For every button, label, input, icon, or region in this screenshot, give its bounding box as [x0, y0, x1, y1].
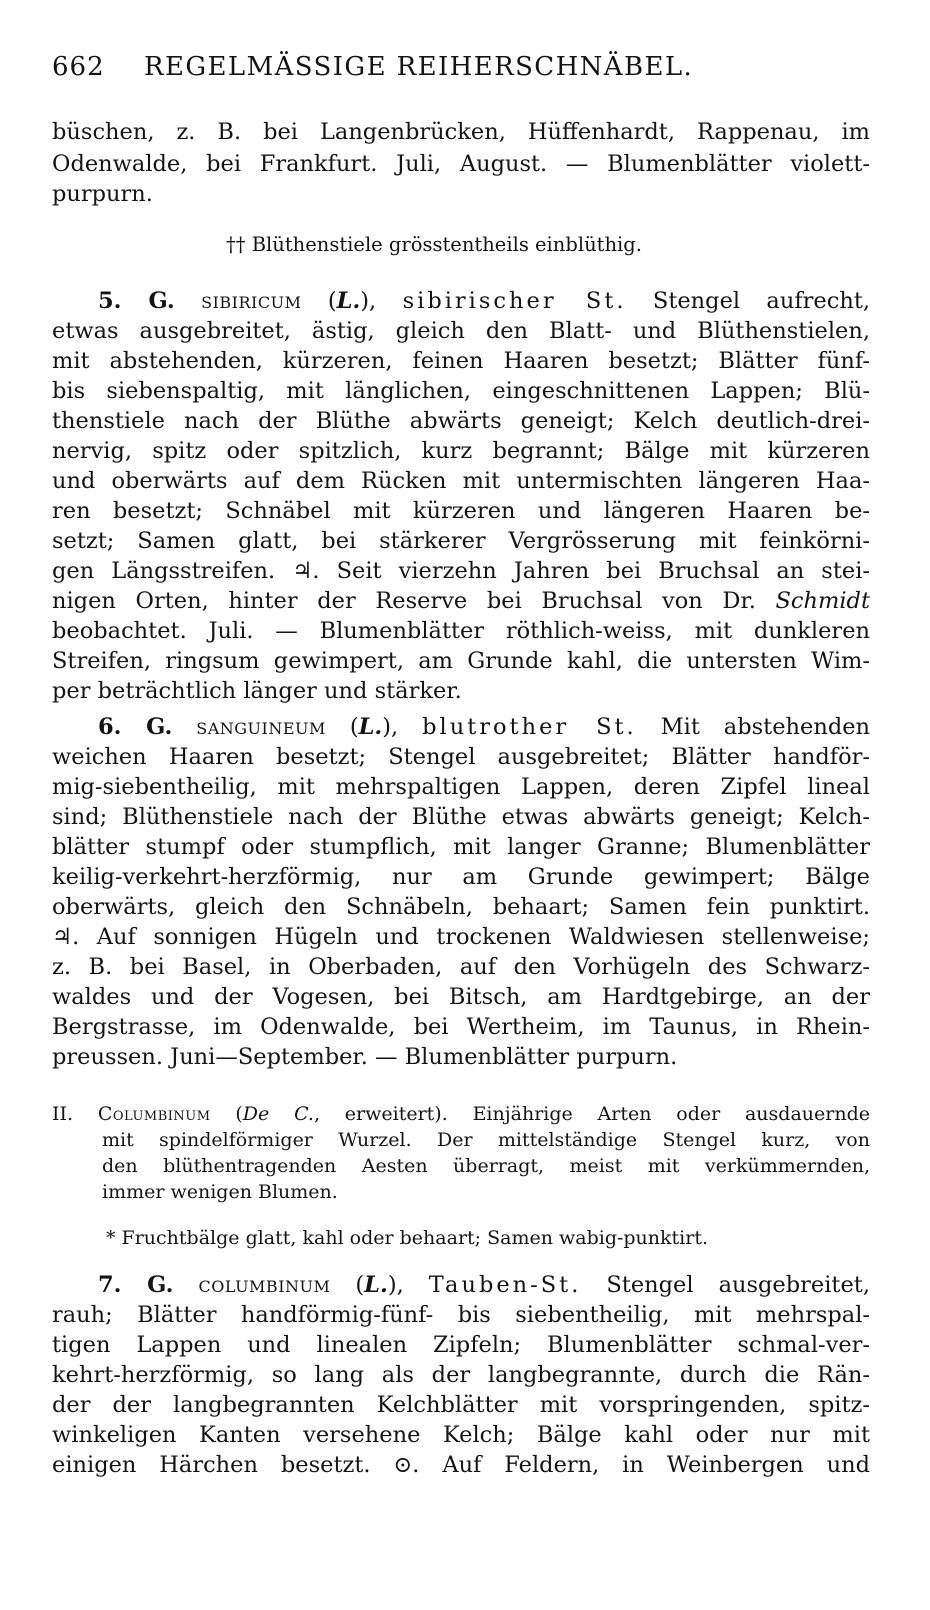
- text-line: sind; Blüthenstiele nach der Blüthe etwas abwärts geneigt; Kelch-: [52, 804, 870, 830]
- text-line: nigen Orten, hinter der Reserve bei Bruchsal von Dr. Schmidt: [52, 588, 870, 614]
- section-author: De C.: [242, 1103, 314, 1125]
- text-line: waldes und der Vogesen, bei Bitsch, am Hardtgebirge, an der: [52, 984, 870, 1010]
- text-line: Streifen, ringsum gewimpert, am Grunde kahl, die untersten Wim-: [52, 648, 870, 674]
- text-line: kehrt-herzförmig, so lang als der langbegrannte, durch die Rän-: [52, 1362, 870, 1388]
- text-line: tigen Lappen und linealen Zipfeln; Blumenblätter schmal-ver-: [52, 1332, 870, 1358]
- species-latin-name: sibiricum: [201, 288, 302, 314]
- text-line: den blüthentragenden Aesten überragt, meist mit verkümmernden,: [102, 1155, 870, 1177]
- species-author: L.: [358, 714, 383, 740]
- species-author: L.: [364, 1272, 388, 1298]
- section-name: Columbinum: [97, 1103, 211, 1125]
- text-line: büschen, z. B. bei Langenbrücken, Hüffenhardt, Rappenau, im: [52, 119, 870, 145]
- text-line: der der langbegrannten Kelchblätter mit vorspringenden, spitz-: [52, 1392, 870, 1418]
- text-line: z. B. bei Basel, in Oberbaden, auf den Vorhügeln des Schwarz-: [52, 954, 870, 980]
- running-title: REGELMÄSSIGE REIHERSCHNÄBEL.: [144, 52, 694, 82]
- text-line: blätter stumpf oder stumpflich, mit langer Granne; Blumenblätter: [52, 834, 870, 860]
- text-line: ♃. Auf sonnigen Hügeln und trockenen Waldwiesen stellenweise;: [52, 924, 870, 950]
- text-line: per beträchtlich länger und stärker.: [52, 678, 462, 704]
- text-line: oberwärts, gleich den Schnäbeln, behaart; Samen fein punktirt.: [52, 894, 870, 920]
- text-line: mig-siebentheilig, mit mehrspaltigen Lappen, deren Zipfel lineal: [52, 774, 870, 800]
- text-line: winkeligen Kanten versehene Kelch; Bälge kahl oder nur mit: [52, 1422, 870, 1448]
- text-line: ren besetzt; Schnäbel mit kürzeren und längeren Haaren be-: [52, 498, 870, 524]
- species-entry-first-line: 5. G. sibiricum (L.), sibirischer St. Stengel aufrecht,: [98, 288, 871, 314]
- species-number: 5. G.: [98, 288, 175, 314]
- species-number: 7. G.: [98, 1272, 174, 1298]
- text-line: thenstiele nach der Blüthe abwärts geneigt; Kelch deutlich-drei-: [52, 408, 870, 434]
- text-line: rauh; Blätter handförmig-fünf- bis siebentheilig, mit mehrspal-: [52, 1302, 870, 1328]
- species-common-name: sibirischer St.: [402, 288, 627, 314]
- species-latin-name: columbinum: [198, 1272, 331, 1298]
- text-line: Odenwalde, bei Frankfurt. Juli, August. — Blumenblätter violett-: [52, 151, 870, 177]
- text-line: etwas ausgebreitet, ästig, gleich den Blatt- und Blüthenstielen,: [52, 318, 870, 344]
- species-number: 6. G.: [98, 714, 173, 740]
- text-line: und oberwärts auf dem Rücken mit untermischten längeren Haa-: [52, 468, 870, 494]
- species-latin-name: sanguineum: [196, 714, 326, 740]
- text-line: einigen Härchen besetzt. ⊙. Auf Feldern, in Weinbergen und: [52, 1452, 870, 1478]
- section-number: II.: [52, 1103, 74, 1125]
- page-header: [52, 52, 872, 82]
- species-entry-first-line: 6. G. sanguineum (L.), blutrother St. Mit abstehenden: [98, 714, 871, 740]
- text-line: Bergstrasse, im Odenwalde, bei Wertheim, im Taunus, in Rhein-: [52, 1014, 870, 1040]
- text-line: weichen Haaren besetzt; Stengel ausgebreitet; Blätter handför-: [52, 744, 870, 770]
- species-author: L.: [336, 288, 361, 314]
- text-line: nervig, spitz oder spitzlich, kurz begrannt; Bälge mit kürzeren: [52, 438, 870, 464]
- text-line: bis siebenspaltig, mit länglichen, eingeschnittenen Lappen; Blü-: [52, 378, 870, 404]
- text-line: immer wenigen Blumen.: [102, 1181, 338, 1203]
- text-line: beobachtet. Juli. — Blumenblätter röthlich-weiss, mit dunkleren: [52, 618, 870, 644]
- text-line: purpurn.: [52, 181, 153, 207]
- text-line: keilig-verkehrt-herzförmig, nur am Grunde gewimpert; Bälge: [52, 864, 870, 890]
- subheading: * Fruchtbälge glatt, kahl oder behaart; Samen wabig-punktirt.: [106, 1227, 709, 1249]
- species-common-name: Tauben-St.: [428, 1272, 582, 1298]
- text-line: mit spindelförmiger Wurzel. Der mittelständige Stengel kurz, von: [102, 1129, 870, 1151]
- text-line: setzt; Samen glatt, bei stärkerer Vergrösserung mit feinkörni-: [52, 528, 870, 554]
- text-line: preussen. Juni—September. — Blumenblätter purpurn.: [52, 1044, 678, 1070]
- page-number: 662: [52, 52, 105, 82]
- species-common-name: blutrother St.: [422, 714, 637, 740]
- section-heading-line: II. Columbinum (De C., erweitert). Einjährige Arten oder ausdauernde: [52, 1103, 870, 1125]
- species-entry-first-line: 7. G. columbinum (L.), Tauben-St. Stengel ausgebreitet,: [98, 1272, 870, 1298]
- subheading: †† Blüthenstiele grösstentheils einblüthig.: [226, 233, 642, 256]
- text-line: mit abstehenden, kürzeren, feinen Haaren besetzt; Blätter fünf-: [52, 348, 870, 374]
- text-line: gen Längsstreifen. ♃. Seit vierzehn Jahren bei Bruchsal an stei-: [52, 558, 870, 584]
- person-name: Schmidt: [775, 588, 870, 614]
